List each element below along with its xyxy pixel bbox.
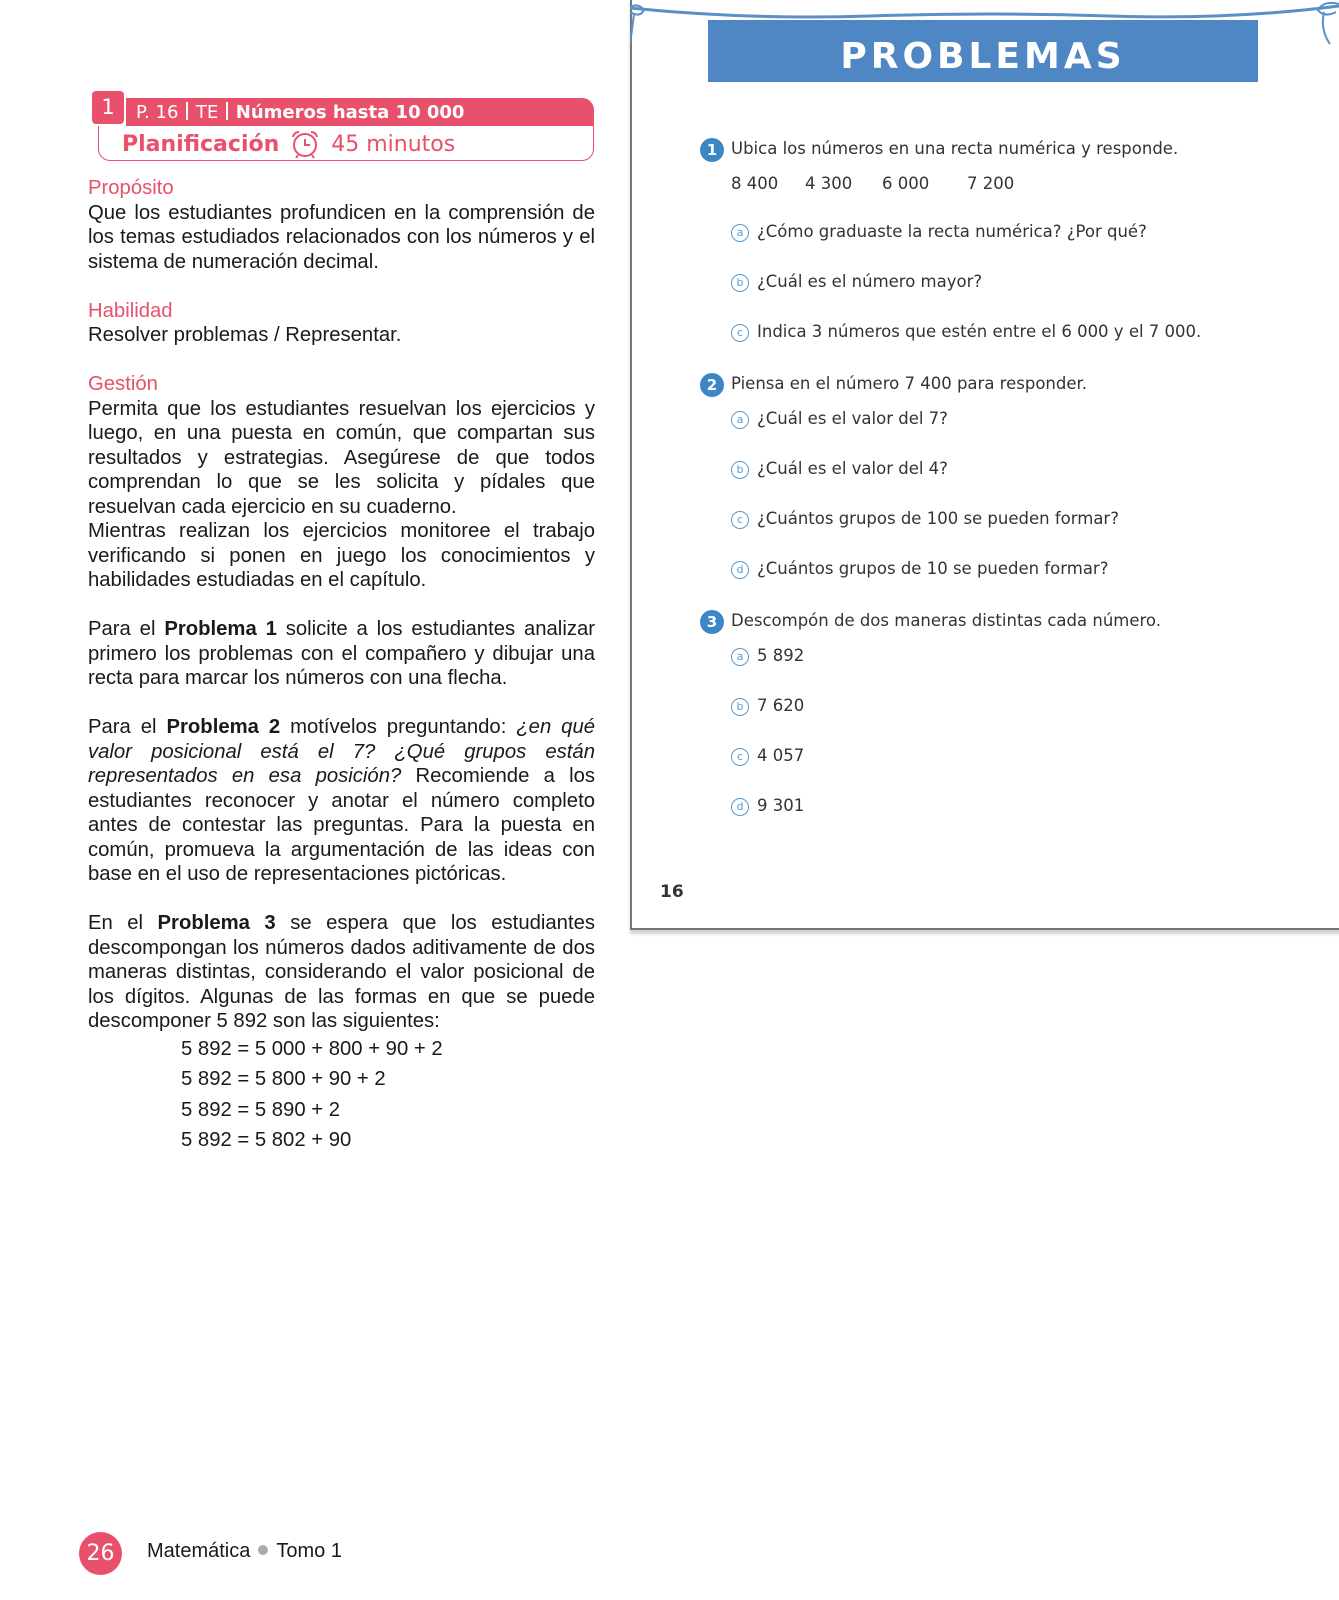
question-2-number: 2 (700, 373, 724, 397)
number-item: 8 400 (731, 174, 779, 193)
footer-dot (258, 1545, 268, 1555)
sub-letter: a (731, 224, 749, 242)
sub-question: Indica 3 números que estén entre el 6 000 y el 7 000. (757, 322, 1202, 341)
question-3-text: Descompón de dos maneras distintas cada número. (731, 611, 1161, 630)
sub-number: 7 620 (757, 696, 805, 715)
habilidad-heading: Habilidad (88, 299, 173, 322)
header-bar (126, 98, 594, 126)
problema-2-paragraph: Para el Problema 2 motívelos preguntando: ¿en qué valor posicional está el 7? ¿Qué grupos están representados en esa posición? Recomiende a los estudiantes reconocer y anotar el número completo antes de contestar las preguntas. Para la puesta en común, promueva la argumentación de las ideas con base en el uso de representaciones pictóricas. (88, 716, 596, 885)
proposito-heading: Propósito (88, 177, 174, 199)
sub-number: 5 892 (757, 646, 805, 665)
planning-row (122, 128, 455, 160)
proposito-text: Que los estudiantes profundicen en la comprensión de los temas estudiados relacionados con los números y el sistema de numeración decimal. (88, 201, 595, 273)
sub-question: ¿Cuántos grupos de 100 se pueden formar? (757, 509, 1119, 528)
separator (226, 102, 228, 120)
footer-subject: Matemática (147, 1540, 251, 1562)
lesson-number-badge: 1 (90, 89, 126, 126)
number-item: 6 000 (882, 174, 930, 193)
sub-letter: c (731, 511, 749, 529)
teacher-guide-text (88, 176, 595, 1156)
gestion-heading: Gestión (88, 373, 158, 395)
question-2-text: Piensa en el número 7 400 para responder. (731, 374, 1088, 393)
alarm-clock-icon (289, 129, 321, 159)
problema-1-paragraph: Para el Problema 1 solicite a los estudiantes analizar primero los problemas con el compañero y dibujar una recta para marcar los números con una flecha. (88, 618, 595, 689)
question-1-number: 1 (700, 138, 724, 162)
question-1-text: Ubica los números en una recta numérica y responde. (731, 139, 1179, 158)
sub-letter: b (731, 461, 749, 479)
sub-question: ¿Cuál es el valor del 4? (757, 459, 948, 478)
sub-letter: a (731, 411, 749, 429)
question-3-number: 3 (700, 610, 724, 634)
problema-3-paragraph: En el Problema 3 se espera que los estudiantes descompongan los números dados aditivamente de dos maneras distintas, considerando el valor posicional de los dígitos. Algunas de las formas en que se puede descomponer 5 892 son las siguientes: (88, 912, 595, 1032)
footer-page-number: 26 (79, 1532, 122, 1575)
sub-question: ¿Cuántos grupos de 10 se pueden formar? (757, 559, 1109, 578)
gestion-paragraph-1: Permita que los estudiantes resuelvan los ejercicios y luego, en una puesta en común, que compartan sus resultados y estrategias. Asegúrese de que todos comprendan lo que se les solicita y pídales que resuelvan cada ejercicio en su cuaderno. (88, 397, 595, 518)
sub-letter: d (731, 561, 749, 579)
sub-letter: b (731, 274, 749, 292)
te-label: TE (195, 102, 219, 123)
topic-title: Números hasta 10 000 (235, 102, 465, 123)
habilidad-text: Resolver problemas / Representar. (88, 324, 402, 346)
separator (186, 102, 188, 120)
sub-letter: d (731, 798, 749, 816)
equation: 5 892 = 5 802 + 90 (181, 1129, 352, 1151)
number-item: 7 200 (967, 174, 1015, 193)
planning-label: Planificación (122, 131, 280, 157)
number-item: 4 300 (805, 174, 853, 193)
sub-number: 9 301 (757, 796, 805, 815)
page-ref: P. 16 (136, 102, 179, 123)
ribbon-left-icon (630, 5, 644, 44)
sub-letter: a (731, 648, 749, 666)
sub-question: ¿Cómo graduaste la recta numérica? ¿Por qué? (757, 222, 1147, 241)
sub-question: ¿Cuál es el valor del 7? (757, 409, 948, 428)
footer-title (147, 1540, 342, 1563)
sub-question: ¿Cuál es el número mayor? (757, 272, 983, 291)
textbook-page-number: 16 (660, 882, 684, 902)
duration: 45 minutos (331, 131, 456, 157)
sub-letter: c (731, 748, 749, 766)
sub-letter: c (731, 324, 749, 342)
banner-title: PROBLEMAS (840, 36, 1126, 77)
equation: 5 892 = 5 800 + 90 + 2 (181, 1068, 386, 1090)
equation: 5 892 = 5 000 + 800 + 90 + 2 (181, 1037, 443, 1060)
gestion-paragraph-2: Mientras realizan los ejercicios monitoree el trabajo verificando si ponen en juego los conocimientos y habilidades estudiadas en el capítulo. (88, 520, 595, 591)
footer-volume: Tomo 1 (276, 1540, 342, 1562)
sub-number: 4 057 (757, 746, 805, 765)
equation: 5 892 = 5 890 + 2 (181, 1098, 341, 1121)
sub-letter: b (731, 698, 749, 716)
